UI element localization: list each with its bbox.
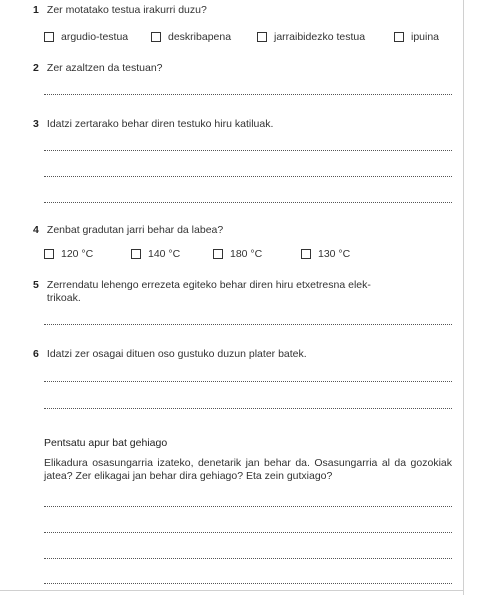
page-edge-bottom xyxy=(0,590,464,591)
option-deskribapena[interactable] xyxy=(151,31,231,43)
answer-line[interactable] xyxy=(44,558,452,559)
answer-line[interactable] xyxy=(44,381,452,382)
question-text: Idatzi zer osagai dituen oso gustuko duzun plater batek. xyxy=(46,348,307,360)
option-label: argudio-testua xyxy=(61,31,129,43)
option-130[interactable] xyxy=(301,248,350,260)
answer-line[interactable] xyxy=(44,176,452,177)
question-number: 5 xyxy=(33,279,39,291)
question-5 xyxy=(33,279,453,305)
answer-line[interactable] xyxy=(44,202,452,203)
checkbox[interactable] xyxy=(213,249,223,259)
option-label: deskribapena xyxy=(168,31,232,43)
question-3 xyxy=(33,118,453,131)
option-label: ipuina xyxy=(411,31,440,43)
section-heading: Pentsatu apur bat gehiago xyxy=(44,437,168,449)
answer-line[interactable] xyxy=(44,532,452,533)
checkbox[interactable] xyxy=(131,249,141,259)
question-6 xyxy=(33,348,453,361)
option-180[interactable] xyxy=(213,248,262,260)
question-2 xyxy=(33,62,453,75)
option-argudio-testua[interactable] xyxy=(44,31,128,43)
option-140[interactable] xyxy=(131,248,180,260)
question-number: 4 xyxy=(33,224,39,236)
option-jarraibidezko-testua[interactable] xyxy=(257,31,365,43)
answer-line[interactable] xyxy=(44,506,452,507)
option-label: jarraibidezko testua xyxy=(274,31,366,43)
answer-line[interactable] xyxy=(44,408,452,409)
checkbox[interactable] xyxy=(394,32,404,42)
checkbox[interactable] xyxy=(301,249,311,259)
question-number: 6 xyxy=(33,348,39,360)
option-label: 180 °C xyxy=(230,248,263,260)
answer-line[interactable] xyxy=(44,150,452,151)
option-ipuina[interactable] xyxy=(394,31,439,43)
section-paragraph: Elikadura osasungarria izateko, denetarik jan behar da. Osasungarria al da gozokiak jatea? Zer elikagai jan behar dira gehiago? Eta zein gutxiago? xyxy=(44,457,452,482)
answer-line[interactable] xyxy=(44,94,452,95)
option-120[interactable] xyxy=(44,248,93,260)
question-number: 2 xyxy=(33,62,39,74)
question-text-line-2: trikoak. xyxy=(46,292,81,304)
answer-line[interactable] xyxy=(44,583,452,584)
question-4 xyxy=(33,224,453,237)
question-text-line-1: Zerrendatu lehengo errezeta egiteko behar diren hiru etxetresna elek- xyxy=(46,279,371,291)
question-text: Zenbat gradutan jarri behar da labea? xyxy=(46,224,224,236)
checkbox[interactable] xyxy=(151,32,161,42)
question-text: Idatzi zertarako behar diren testuko hiru katiluak. xyxy=(46,118,274,130)
option-label: 130 °C xyxy=(318,248,351,260)
question-text: Zer azaltzen da testuan? xyxy=(46,62,163,74)
answer-line[interactable] xyxy=(44,324,452,325)
option-label: 140 °C xyxy=(148,248,181,260)
checkbox[interactable] xyxy=(44,32,54,42)
page-edge-right xyxy=(463,0,464,595)
checkbox[interactable] xyxy=(44,249,54,259)
option-label: 120 °C xyxy=(61,248,94,260)
question-number: 3 xyxy=(33,118,39,130)
question-number: 1 xyxy=(33,4,39,16)
question-text: Zer motatako testua irakurri duzu? xyxy=(46,4,207,16)
checkbox[interactable] xyxy=(257,32,267,42)
question-1 xyxy=(33,4,453,17)
